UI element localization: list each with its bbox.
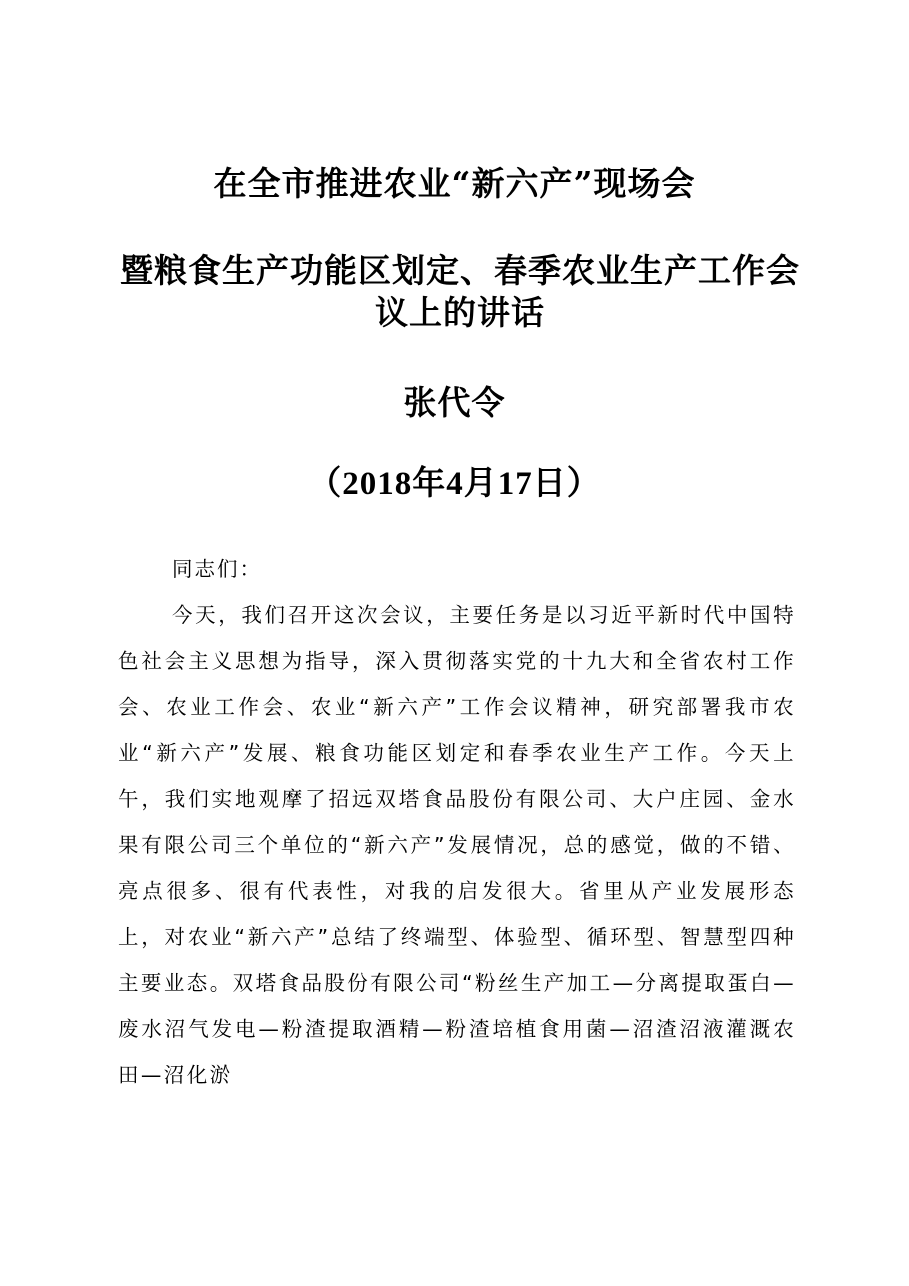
speaker-name: 张代令 <box>403 383 506 422</box>
document-title: 在全市推进农业“新六产”现场会 <box>213 164 696 203</box>
document-subtitle: 暨粮食生产功能区划定、春季农业生产工作会议上的讲话 <box>120 251 800 332</box>
salutation: 同志们： <box>172 557 262 581</box>
speech-date: （2018年4月17日） <box>308 466 601 502</box>
body-paragraph: 今天，我们召开这次会议，主要任务是以习近平新时代中国特色社会主义思想为指导，深入贯彻落实党的十九大和全省农村工作会、农业工作会、农业“新六产”工作会议精神，研究部署我市农业“新六产”发展、粮食功能区划定和春季农业生产工作。今天上午，我们实地观摩了招远双塔食品股份有限公司、大户庄园、金水果有限公司三个单位的“新六产”发展情况，总的感觉，做的不错、亮点很多、很有代表性，对我的启发很大。省里从产业发展形态上，对农业“新六产”总结了终端型、体验型、循环型、智慧型四种主要业态。双塔食品股份有限公司“粉丝生产加工—分离提取蛋白—废水沼气发电—粉渣提取酒精—粉渣培植食用菌—沼渣沼液灌溉农田—沼化淤 <box>118 603 796 1087</box>
